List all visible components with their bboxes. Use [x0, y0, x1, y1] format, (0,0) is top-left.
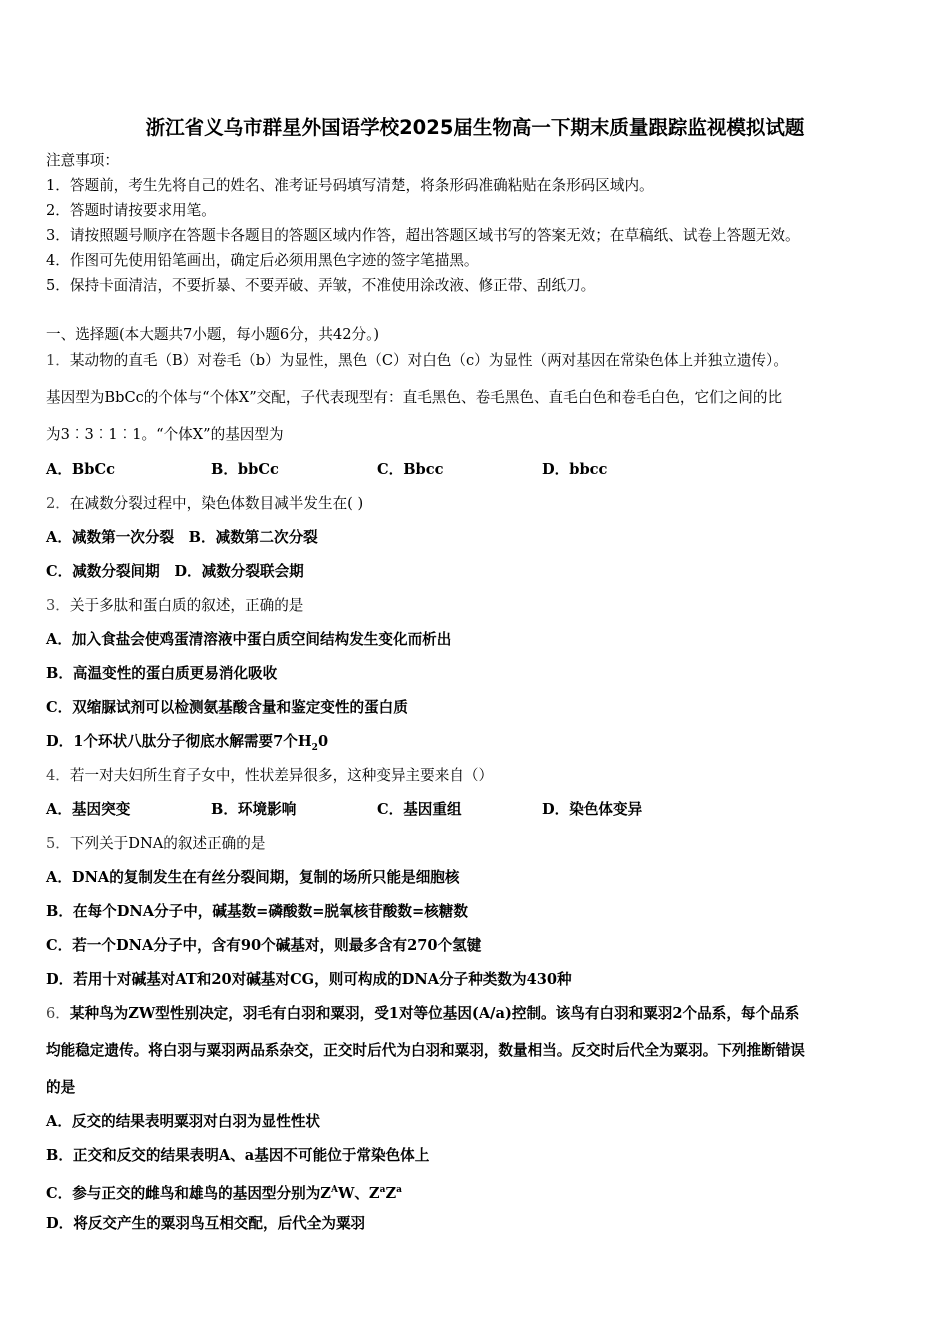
option-c: [46, 1181, 402, 1203]
question-number: 2．: [46, 495, 70, 512]
option-b: B．环境影响: [211, 801, 297, 818]
question-3-stem: [46, 597, 303, 615]
option-b: B．正交和反交的结果表明A、a基因不可能位于常染色体上: [46, 1147, 430, 1164]
option-d-end: 0: [317, 733, 329, 750]
option-a: A．反交的结果表明粟羽对白羽为显性性状: [46, 1113, 321, 1130]
option-c: C．Bbcc: [377, 461, 444, 478]
option-a: A．BbCc: [46, 461, 115, 478]
option-d: D．染色体变异: [542, 801, 643, 818]
question-text: 若一对夫妇所生育子女中，性状差异很多，这种变异主要来自（）: [69, 767, 494, 784]
option-a: A．DNA的复制发生在有丝分裂间期，复制的场所只能是细胞核: [46, 869, 460, 886]
option-d: D．将反交产生的粟羽鸟互相交配，后代全为粟羽: [46, 1215, 366, 1232]
notice-heading: 注意事项：: [46, 152, 119, 169]
option-c: C．若一个DNA分子中，含有90个碱基对，则最多含有270个氢键: [46, 937, 482, 954]
options-cd: C．减数分裂间期 D．减数分裂联会期: [46, 563, 304, 580]
superscript: A: [330, 1185, 338, 1195]
option-a: A．基因突变: [46, 801, 131, 818]
question-1-stem: [46, 352, 788, 370]
option-d: D．bbcc: [542, 461, 608, 478]
notice-item: 2．答题时请按要求用笔。: [46, 202, 216, 219]
superscript: a: [396, 1185, 402, 1195]
question-text: 某种鸟为ZW型性别决定，羽毛有白羽和粟羽，受1对等位基因(A/a)控制。该鸟有白羽和粟羽2个品系，每个品系: [69, 1005, 800, 1022]
section-heading: 一、选择题(本大题共7小题，每小题6分，共42分。): [46, 326, 380, 343]
superscript: a: [379, 1185, 386, 1195]
question-6-stem: [46, 1005, 799, 1023]
notice-item: 5．保持卡面清洁，不要折暴、不要弄破、弄皱，不准使用涂改液、修正带、刮纸刀。: [46, 277, 596, 294]
options-ab: A．减数第一次分裂 B．减数第二次分裂: [46, 529, 318, 546]
question-1-stem-line3: 为3︰3︰1︰1。“个体X”的基因型为: [46, 426, 284, 443]
option-c-mid2: Z: [385, 1184, 397, 1202]
question-number: 5．: [46, 835, 70, 852]
option-b: B．高温变性的蛋白质更易消化吸收: [46, 665, 278, 682]
question-6-stem-line3: 的是: [46, 1079, 76, 1096]
option-d: [46, 733, 328, 757]
subscript: 2: [311, 742, 318, 753]
question-1-stem-line2: 基因型为BbCc的个体与“个体X”交配，子代表现型有：直毛黑色、卷毛黑色、直毛白色和卷毛白色，它们之间的比: [46, 389, 783, 406]
question-number: 6．: [46, 1005, 70, 1022]
option-d: D．若用十对碱基对AT和20对碱基对CG，则可构成的DNA分子种类数为430种: [46, 971, 572, 988]
question-text: 关于多肽和蛋白质的叙述，正确的是: [69, 597, 304, 614]
option-b: B．bbCc: [211, 461, 279, 478]
notice-item: 1．答题前，考生先将自己的姓名、准考证号码填写清楚，将条形码准确粘贴在条形码区域内。: [46, 177, 654, 194]
option-b: B．在每个DNA分子中，碱基数=磷酸数=脱氧核苷酸数=核糖数: [46, 903, 468, 920]
option-c-mid: W、Z: [337, 1184, 380, 1202]
question-number: 3．: [46, 597, 70, 614]
question-number: 4．: [46, 767, 70, 784]
question-2-stem: [46, 495, 363, 513]
option-c: C．基因重组: [377, 801, 462, 818]
notice-item: 3．请按照题号顺序在答题卡各题目的答题区域内作答，超出答题区域书写的答案无效；在草稿纸、试卷上答题无效。: [46, 227, 800, 244]
question-number: 1．: [46, 352, 70, 369]
option-c-text: C．参与正交的雌鸟和雄鸟的基因型分别为Z: [46, 1184, 331, 1202]
option-d-text: D．1个环状八肽分子彻底水解需要7个H: [46, 733, 312, 750]
option-c: C．双缩脲试剂可以检测氨基酸含量和鉴定变性的蛋白质: [46, 699, 408, 716]
question-text: 在减数分裂过程中，染色体数目减半发生在( ): [69, 495, 364, 512]
page-title: 浙江省义乌市群星外国语学校2025届生物高一下期末质量跟踪监视模拟试题: [145, 116, 805, 139]
question-6-stem-line2: 均能稳定遗传。将白羽与粟羽两品系杂交，正交时后代为白羽和粟羽，数量相当。反交时后代全为粟羽。下列推断错误: [46, 1042, 805, 1059]
question-5-stem: [46, 835, 265, 853]
question-text: 某动物的直毛（B）对卷毛（b）为显性，黑色（C）对白色（c）为显性（两对基因在常染色体上并独立遗传）。: [69, 352, 788, 369]
question-4-stem: [46, 767, 493, 785]
option-a: A．加入食盐会使鸡蛋清溶液中蛋白质空间结构发生变化而析出: [46, 631, 452, 648]
question-text: 下列关于DNA的叙述正确的是: [69, 835, 266, 852]
notice-item: 4．作图可先使用铅笔画出，确定后必须用黑色字迹的签字笔描黑。: [46, 252, 479, 269]
